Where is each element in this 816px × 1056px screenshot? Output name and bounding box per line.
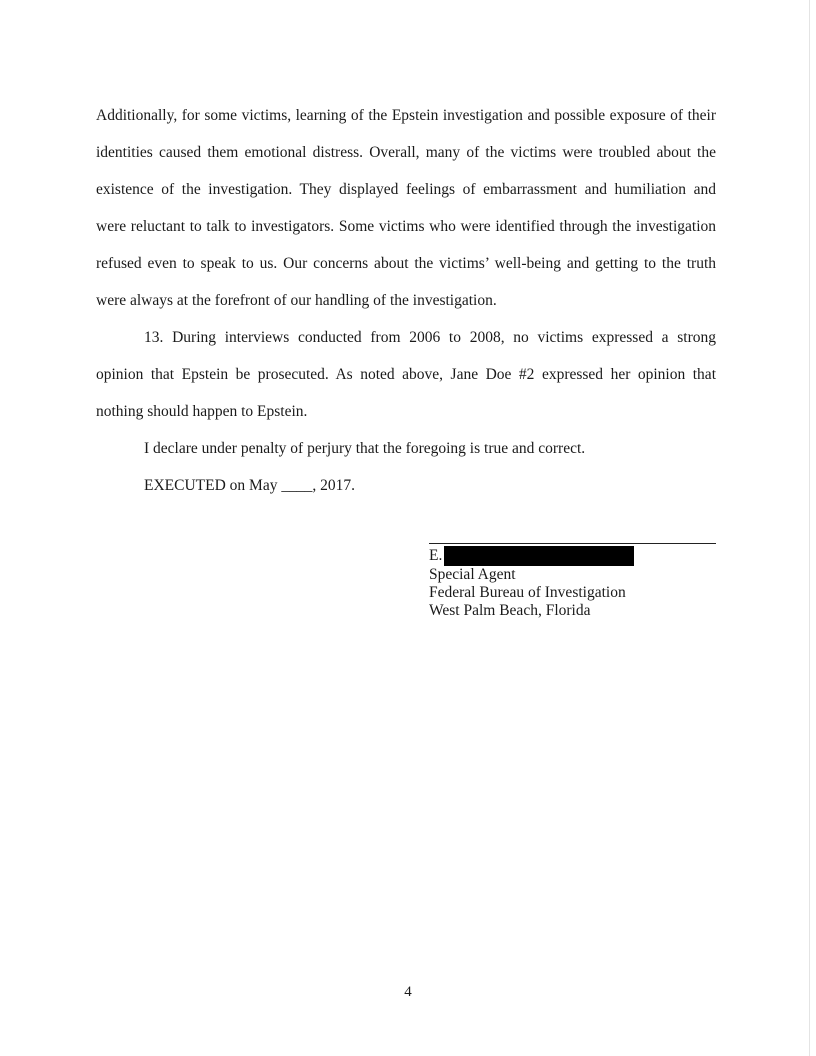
signature-title: Special Agent	[429, 566, 516, 583]
scan-edge	[809, 0, 810, 1056]
paragraph-13-line: 13. During interviews conducted from 2006 to 2008, no victims expressed a strong	[144, 329, 716, 346]
paragraph-line: were always at the forefront of our handling of the investigation.	[96, 292, 497, 309]
paragraph-13-line: opinion that Epstein be prosecuted. As noted above, Jane Doe #2 expressed her opinion that	[96, 366, 716, 383]
signature-name-initial: E.	[429, 547, 443, 564]
page-number: 4	[404, 984, 412, 1000]
signature-line	[429, 543, 716, 544]
paragraph-line: were reluctant to talk to investigators. Some victims who were identified through the investigation	[96, 218, 716, 235]
paragraph-13-line: nothing should happen to Epstein.	[96, 403, 308, 420]
declaration-statement: I declare under penalty of perjury that the foregoing is true and correct.	[144, 440, 586, 457]
paragraph-line: existence of the investigation. They displayed feelings of embarrassment and humiliation and	[96, 181, 716, 198]
redaction-box	[444, 546, 634, 566]
executed-date-line: EXECUTED on May ____, 2017.	[144, 477, 355, 494]
signature-location: West Palm Beach, Florida	[429, 602, 591, 619]
paragraph-line: refused even to speak to us. Our concerns about the victims’ well-being and getting to the truth	[96, 255, 716, 272]
signature-agency: Federal Bureau of Investigation	[429, 584, 626, 601]
signature-block	[429, 546, 634, 620]
paragraph-line: Additionally, for some victims, learning of the Epstein investigation and possible exposure of their	[96, 107, 716, 124]
signature-name-row	[429, 546, 634, 566]
paragraph-line: identities caused them emotional distress. Overall, many of the victims were troubled about the	[96, 144, 716, 161]
